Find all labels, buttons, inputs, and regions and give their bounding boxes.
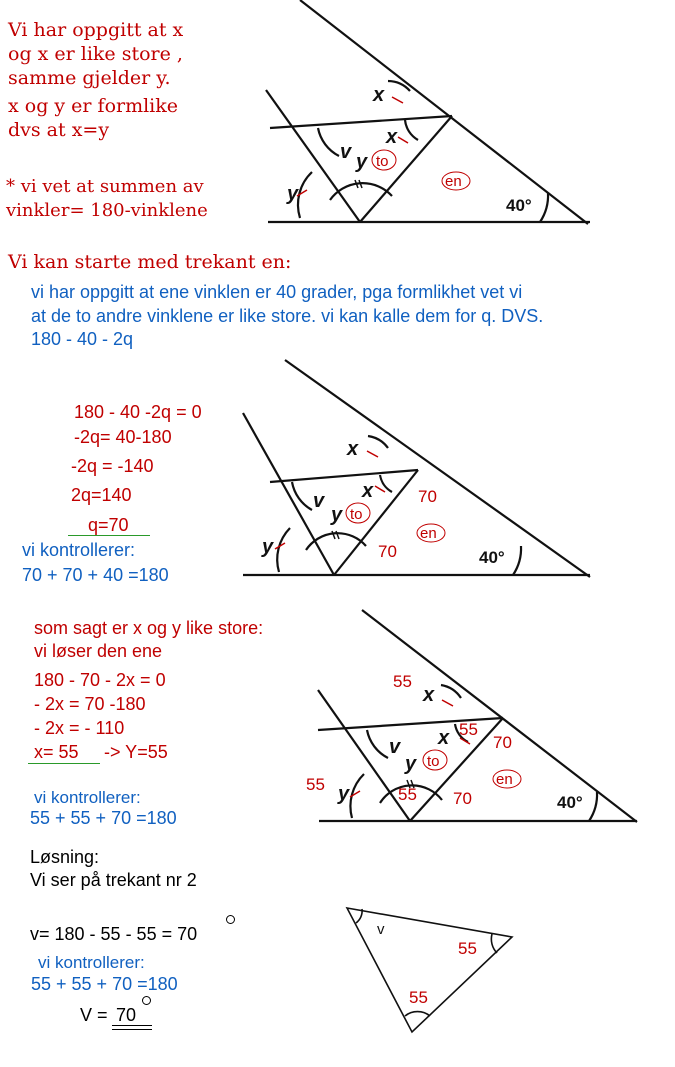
fig3-x2-label: x <box>438 727 450 749</box>
final-answer-value: 70 <box>116 1005 137 1025</box>
step2-check-label: vi kontrollerer: <box>34 788 141 807</box>
fig2-x2-label: x <box>362 480 374 502</box>
fig2-y-label: y <box>331 504 343 526</box>
step1-line-3: 180 - 40 - 2q <box>31 329 134 349</box>
fig2-angle-40: 40° <box>479 548 505 567</box>
fig2-70-bottom: 70 <box>378 542 397 561</box>
step1-heading: Vi kan starte med trekant en: <box>8 251 292 273</box>
fig1-y-label: y <box>356 151 368 173</box>
step1-eq-1: 180 - 40 -2q = 0 <box>74 402 202 422</box>
step1-line-1: vi har oppgitt at ene vinklen er 40 grader, pga formlikhet vet vi <box>31 282 523 302</box>
step1-line-2: at de to andre vinklene er like store. vi kan kalle dem for q. DVS. <box>31 306 544 326</box>
fig3-x-label: x <box>423 684 435 706</box>
small-triangle-55-bottom: 55 <box>409 988 428 1007</box>
fig2-y2-label: y <box>262 536 274 558</box>
step1-eq-2: -2q= 40-180 <box>74 427 172 447</box>
step2-line-1: som sagt er x og y like store: <box>34 618 264 638</box>
fig3-70-bottom: 70 <box>453 789 472 808</box>
final-answer-lhs: V = <box>80 1005 108 1025</box>
intro-line-2: og x er like store , <box>8 43 183 65</box>
fig2-70-top: 70 <box>418 487 437 506</box>
fig3-55-left: 55 <box>306 775 325 794</box>
step1-check: 70 + 70 + 40 =180 <box>22 565 169 585</box>
step2-line-2: vi løser den ene <box>34 641 163 661</box>
step1-eq-5: q=70 <box>88 515 129 535</box>
fig1-v-label: v <box>340 141 352 163</box>
solution-equation: v= 180 - 55 - 55 = 70 <box>30 924 198 944</box>
intro-line-1: Vi har oppgitt at x <box>8 19 184 41</box>
step2-check: 55 + 55 + 70 =180 <box>30 808 177 828</box>
intro-line-5: dvs at x=y <box>8 119 110 141</box>
intro-line-4: x og y er formlike <box>8 95 179 117</box>
solution-check-label: vi kontrollerer: <box>38 953 145 972</box>
solution-heading: Løsning: <box>30 847 100 867</box>
fig1-en-label: en <box>445 173 462 190</box>
step2-eq-1: 180 - 70 - 2x = 0 <box>34 670 166 690</box>
step2-eq-4b: -> Y=55 <box>104 742 168 762</box>
fig2-en-label: en <box>420 525 437 542</box>
step2-eq-2: - 2x = 70 -180 <box>34 694 146 714</box>
fig3-y2-label: y <box>338 783 350 805</box>
step1-eq-3: -2q = -140 <box>71 456 154 476</box>
solution-check: 55 + 55 + 70 =180 <box>31 974 178 994</box>
step1-check-label: vi kontrollerer: <box>22 540 136 560</box>
step1-eq-4: 2q=140 <box>71 485 132 505</box>
solution-subheading: Vi ser på trekant nr 2 <box>30 870 197 890</box>
fig3-angle-40: 40° <box>557 793 583 812</box>
intro-line-7: vinkler= 180-vinklene <box>6 200 208 221</box>
fig3-70-right: 70 <box>493 733 512 752</box>
fig3-v-label: v <box>389 736 401 758</box>
step2-eq-4: x= 55 <box>34 742 79 762</box>
intro-line-3: samme gjelder y. <box>8 67 171 89</box>
fig1-to-label: to <box>376 153 389 170</box>
fig2-x-label: x <box>347 438 359 460</box>
step2-eq-3: - 2x = - 110 <box>34 718 125 738</box>
fig1-angle-40: 40° <box>506 196 532 215</box>
fig1-x-label: x <box>373 84 385 106</box>
intro-line-6: * vi vet at summen av <box>6 176 204 197</box>
small-triangle-55-right: 55 <box>458 939 477 958</box>
fig2-v-label: v <box>313 490 325 512</box>
fig3-y-label: y <box>405 753 417 775</box>
fig3-55-bottom: 55 <box>398 785 417 804</box>
fig3-55-top: 55 <box>393 672 412 691</box>
fig1-x2-label: x <box>386 126 398 148</box>
fig3-55-inner: 55 <box>459 720 478 739</box>
fig1-y2-label: y <box>287 183 299 205</box>
fig2-to-label: to <box>350 506 363 523</box>
fig3-to-label: to <box>427 753 440 770</box>
small-triangle-v-label: v <box>377 921 385 938</box>
fig3-en-label: en <box>496 771 513 788</box>
